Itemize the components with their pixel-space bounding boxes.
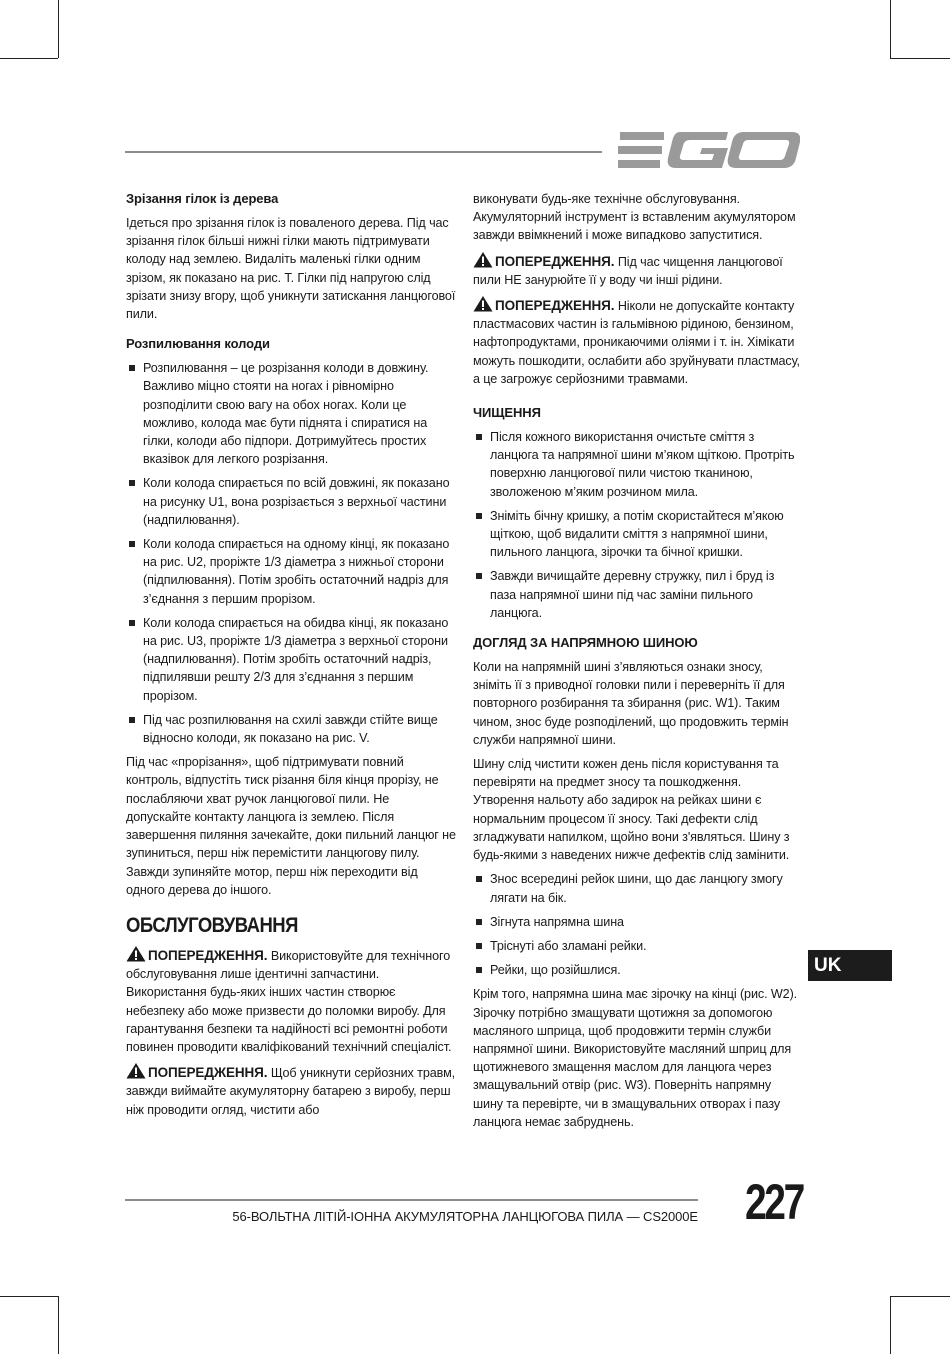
list-item: Під час розпилювання на схилі завжди стійте вище відносно колоди, як показано на рис. V.	[126, 711, 456, 747]
paragraph: Шину слід чистити кожен день після користування та перевіряти на предмет зносу та пошкодження. Утворення нальоту або задирок на рейках шини є нормальним процесом її зносу. Такі дефекти слід згладжувати напилком, щойно вони з'являться. Шину з будь-якими з наведених нижче дефектів слід замінити.	[473, 757, 790, 863]
footer-title: 56-ВОЛЬТНА ЛІТІЙ-ІОННА АКУМУЛЯТОРНА ЛАНЦЮГОВА ПИЛА — CS2000E	[232, 1209, 698, 1224]
warning-block	[126, 1062, 456, 1119]
crop-mark	[58, 0, 59, 58]
crop-mark	[890, 58, 950, 59]
section-heading: ДОГЛЯД ЗА НАПРЯМНОЮ ШИНОЮ	[473, 635, 698, 651]
list-item: Тріснуті або зламані рейки.	[473, 937, 803, 955]
list-item: Зніміть бічну кришку, а потім скористайтеся м’якою щіткою, щоб видалити сміття з напрямної шини, пильного ланцюга, зірочки та бічної кришки.	[473, 507, 803, 562]
section-heading: ЧИЩЕННЯ	[473, 405, 541, 421]
crop-mark	[0, 58, 58, 59]
bullet-list	[473, 870, 803, 979]
list-item: Коли колода спирається по всій довжині, як показано на рисунку U1, вона розрізається з верхньої частини (надпилювання).	[126, 474, 456, 529]
section-heading: Розпилювання колоди	[126, 336, 270, 352]
warning-text: Ніколи не допускайте контакту пластмасових частин із гальмівною рідиною, бензином, нафтопродуктами, проникаючими оліями і т. ін. Хімікати можуть пошкодити, ослабити або зруйнувати пластмасу, а це загрожує серйозними травмами.	[473, 299, 800, 386]
section-heading: Зрізання гілок із дерева	[126, 191, 279, 206]
language-tab: UK	[808, 950, 892, 981]
warning-triangle-icon	[473, 251, 493, 268]
list-item: Завжди вичищайте деревну стружку, пил і бруд із паза напрямної шини під час заміни пильного ланцюга.	[473, 567, 803, 622]
list-item: Після кожного використання очистьте сміття з ланцюга та напрямної шини м’яком щіткою. Протріть поверхню ланцюгової пили чистою тканиною, зволоженою м’яким розчином мила.	[473, 428, 803, 501]
warning-label: ПОПЕРЕДЖЕННЯ.	[148, 947, 268, 963]
page-number: 227	[744, 1174, 803, 1230]
crop-mark	[890, 1296, 891, 1354]
left-column	[126, 190, 456, 1125]
warning-label: ПОПЕРЕДЖЕННЯ.	[148, 1065, 268, 1081]
warning-text: Використовуйте для технічного обслуговування лише ідентичні запчастини. Використання будь-яких інших частин створює небезпеку або може призвести до поломки виробу. Для гарантування безпеки та надійності всі ремонтні роботи повинен проводити кваліфікований технічний спеціаліст.	[126, 948, 452, 1054]
paragraph: Крім того, напрямна шина має зірочку на кінці (рис. W2). Зірочку потрібно змащувати щотижня за допомогою масляного шприца, щоб продовжити термін служби напрямної шини. Використовуйте масляний шприц для щотижневого змащення маслом для ланцюга через змащувальний отвір (рис. W3). Поверніть напрямну шину та перевірте, чи в змащувальних отворах і пазу ланцюга немає забруднень.	[473, 987, 798, 1129]
right-column	[473, 190, 803, 1137]
list-item: Знос всередині рейок шини, що дає ланцюгу змогу лягати на бік.	[473, 870, 803, 906]
paragraph: виконувати будь-яке технічне обслуговування. Акумуляторний інструмент із вставленим акумулятором завжди ввімкнений і може випадково запуститися.	[473, 192, 796, 243]
footer-rule	[125, 1199, 698, 1201]
warning-label: ПОПЕРЕДЖЕННЯ.	[495, 253, 615, 269]
warning-triangle-icon	[126, 1062, 146, 1079]
crop-mark	[890, 1296, 950, 1297]
list-item: Коли колода спирається на обидва кінці, як показано на рис. U3, проріжте 1/3 діаметра з верхньої сторони (надпилювання). Потім зробіть остаточний надріз, підпилявши решту 2/3 для з’єднання з першим прорізом.	[126, 614, 456, 705]
list-item: Розпилювання – це розрізання колоди в довжину. Важливо міцно стояти на ногах і рівномірно розподілити свою вагу на обох ногах. Коли це можливо, колода має бути піднята і спиратися на гілки, колоди або підпори. Дотримуйтесь простих вказівок для легкого розрізання.	[126, 359, 456, 468]
warning-text: Під час чищення ланцюгової пили НЕ занурюйте її у воду чи інші рідини.	[473, 254, 783, 287]
list-item: Зігнута напрямна шина	[473, 913, 803, 931]
warning-block	[126, 945, 456, 1056]
warning-label: ПОПЕРЕДЖЕННЯ.	[495, 298, 615, 314]
ego-logo	[618, 130, 800, 170]
crop-mark	[58, 1296, 59, 1354]
header-rule	[125, 151, 602, 153]
crop-mark	[890, 0, 891, 58]
warning-triangle-icon	[126, 945, 146, 962]
warning-text: Щоб уникнути серйозних травм, завжди виймайте акумуляторну батарею з виробу, перш ніж проводити огляд, чистити або	[126, 1066, 456, 1117]
warning-block	[473, 295, 803, 388]
list-item: Коли колода спирається на одному кінці, як показано на рис. U2, проріжте 1/3 діаметра з нижньої сторони (підпилювання). Потім зробіть остаточний надріз для з’єднання з першим прорізом.	[126, 535, 456, 608]
warning-block	[473, 251, 803, 289]
warning-triangle-icon	[473, 295, 493, 312]
bullet-list	[126, 359, 456, 747]
list-item: Рейки, що розійшлися.	[473, 961, 803, 979]
crop-mark	[0, 1296, 58, 1297]
section-title: ОБСЛУГОВУВАННЯ	[126, 913, 298, 937]
paragraph: Ідеться про зрізання гілок із поваленого дерева. Під час зрізання гілок більші нижні гілки мають підтримувати колоду над землею. Видаліть маленькі гілки одним зрізом, як показано на рис. T. Гілки під напругою слід зрізати знизу вгору, щоб уникнути затискання ланцюгової пили.	[126, 216, 456, 322]
paragraph: Коли на напрямній шині з’являються ознаки зносу, зніміть її з приводної головки пили і переверніть її для повторного розбирання та збирання (рис. W1). Таким чином, знос буде розподілений, що продовжить термін служби напрямної шини.	[473, 660, 789, 747]
bullet-list	[473, 428, 803, 622]
paragraph: Під час «прорізання», щоб підтримувати повний контроль, відпустіть тиск різання біля кінця прорізу, не послабляючи хват ручок ланцюгової пили. Не допускайте контакту ланцюга із землею. Після завершення пиляння зачекайте, доки пильний ланцюг не зупиниться, перш ніж перемістити ланцюгову пилу. Завжди зупиняйте мотор, перш ніж переходити від одного дерева до іншого.	[126, 755, 456, 897]
